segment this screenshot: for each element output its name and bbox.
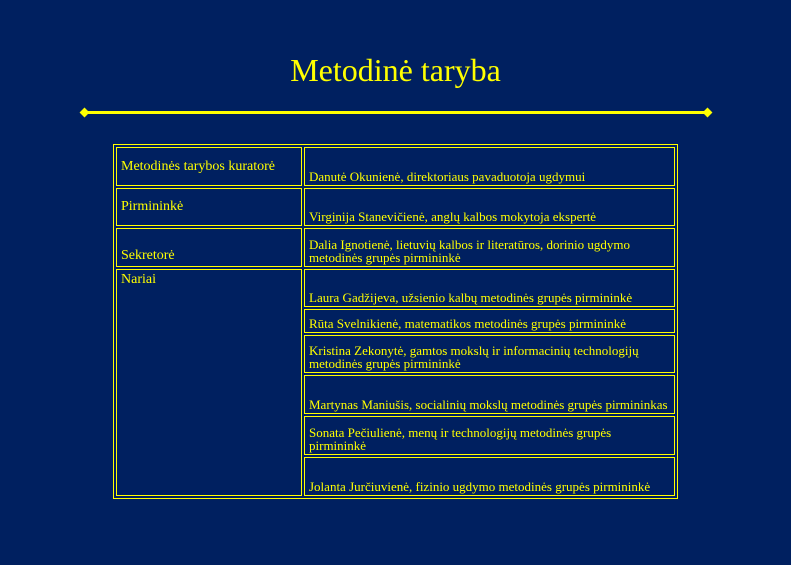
member-cell: Rūta Svelnikienė, matematikos metodinės grupės pirmininkė [304,309,675,332]
role-cell-curator: Metodinės tarybos kuratorė [116,147,302,186]
role-cell-chair: Pirmininkė [116,188,302,226]
member-cell: Kristina Zekonytė, gamtos mokslų ir informacinių technologijų metodinės grupės pirmininkė [304,335,675,374]
desc-cell-secretary: Dalia Ignotienė, lietuvių kalbos ir literatūros, dorinio ugdymo metodinės grupės pirmininkė [304,228,675,267]
desc-cell-curator: Danutė Okunienė, direktoriaus pavaduotoja ugdymui [304,147,675,186]
table-row [116,228,675,267]
member-cell: Sonata Pečiulienė, menų ir technologijų metodinės grupės pirmininkė [304,416,675,455]
page-title: Metodinė taryba [290,52,501,88]
table-row [116,188,675,226]
role-cell-secretary: Sekretorė [116,228,302,267]
divider-diamond-right-icon [703,108,713,118]
desc-cell-chair: Virginija Stanevičienė, anglų kalbos mokytoja ekspertė [304,188,675,226]
role-cell-members: Nariai [116,269,302,496]
member-cell: Martynas Maniušis, socialinių mokslų metodinės grupės pirmininkas [304,375,675,414]
title-divider [81,108,711,118]
member-cell: Laura Gadžijeva, užsienio kalbų metodinės grupės pirmininkė [304,269,675,308]
council-table [113,144,678,499]
table-row [116,269,675,308]
table-row [116,147,675,186]
divider-diamond-left-icon [80,108,90,118]
council-table-container [113,144,678,499]
divider-line [85,111,707,114]
member-cell: Jolanta Jurčiuvienė, fizinio ugdymo metodinės grupės pirmininkė [304,457,675,496]
